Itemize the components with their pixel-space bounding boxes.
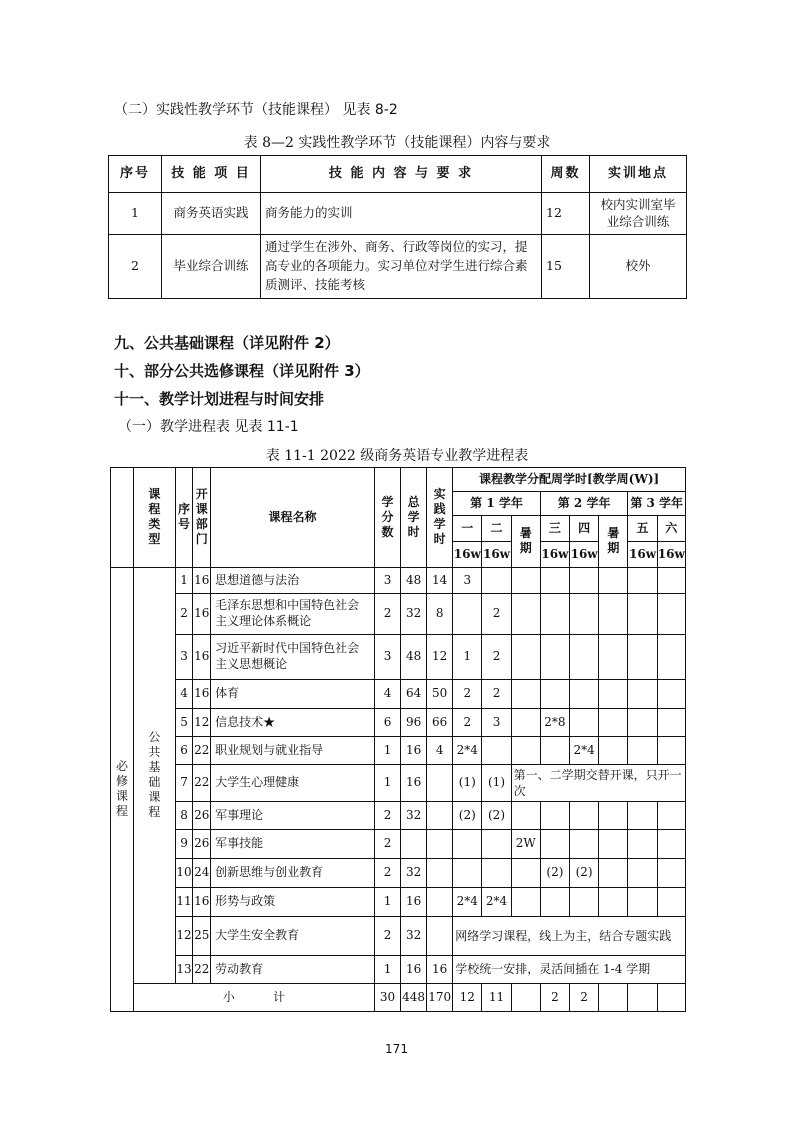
cell-name: 劳动教育 — [211, 956, 375, 984]
cell-dept: 24 — [193, 859, 211, 888]
table-header-row — [109, 156, 687, 193]
cell-s3 — [540, 594, 569, 635]
cell-summer2 — [599, 737, 628, 765]
header-content: 技 能 内 容 与 要 求 — [261, 156, 542, 193]
cell-s6 — [657, 568, 685, 594]
header-weeks-1: 16w — [453, 542, 482, 568]
cell-total: 64 — [401, 680, 427, 709]
cell-no: 7 — [175, 765, 193, 802]
table-row — [111, 956, 686, 984]
cell-total: 16 — [401, 737, 427, 765]
cell-no: 1 — [109, 193, 162, 235]
cell-note: 学校统一安排，灵活间插在 1-4 学期 — [453, 956, 686, 984]
cell-dept: 16 — [193, 594, 211, 635]
cell-content: 通过学生在涉外、商务、行政等岗位的实习，提高专业的各项能力。实习单位对学生进行综合素质测评、技能考核 — [261, 235, 542, 299]
header-item: 技 能 项 目 — [162, 156, 261, 193]
heading-section-10: 十、部分公共选修课程（详见附件 3） — [114, 362, 370, 380]
cell-s4: (2) — [570, 859, 599, 888]
cell-practice: 170 — [427, 984, 453, 1012]
cell-name: 体育 — [211, 680, 375, 709]
table-row — [111, 802, 686, 830]
cell-practice: 4 — [427, 737, 453, 765]
cell-summer1: 2W — [511, 830, 540, 859]
cell-s6 — [657, 830, 685, 859]
header-summer-2: 暑期 — [599, 516, 628, 568]
cell-credit: 1 — [374, 765, 400, 802]
cell-s2 — [482, 737, 511, 765]
cell-s3 — [540, 568, 569, 594]
cell-no: 4 — [175, 680, 193, 709]
cell-s5 — [628, 888, 657, 917]
header-total-hours: 总学时 — [401, 468, 427, 568]
cell-total: 32 — [401, 859, 427, 888]
cell-credit: 1 — [374, 888, 400, 917]
header-practice-hours: 实践学时 — [427, 468, 453, 568]
cell-s3: (2) — [540, 859, 569, 888]
cell-no: 9 — [175, 830, 193, 859]
header-course-name: 课程名称 — [211, 468, 375, 568]
cell-credit: 2 — [374, 859, 400, 888]
header-distribution: 课程教学分配周学时[教学周(W)] — [453, 468, 686, 492]
cell-s2: 3 — [482, 709, 511, 737]
cell-content: 商务能力的实训 — [261, 193, 542, 235]
cell-total: 16 — [401, 888, 427, 917]
cell-s6 — [657, 737, 685, 765]
table-row — [111, 830, 686, 859]
cell-practice — [427, 765, 453, 802]
subtotal-label: 小 计 — [133, 984, 374, 1012]
table-row — [111, 680, 686, 709]
cell-summer1 — [511, 802, 540, 830]
cell-place: 校内实训室毕业综合训练 — [590, 193, 687, 235]
cell-s3 — [540, 830, 569, 859]
cell-s5 — [628, 594, 657, 635]
header-year-2: 第 2 学年 — [540, 492, 628, 516]
cell-practice: 8 — [427, 594, 453, 635]
cell-summer2 — [599, 984, 628, 1012]
section-heading-8-2: （二）实践性教学环节（技能课程） 见表 8-2 — [114, 102, 398, 118]
cell-dept: 16 — [193, 888, 211, 917]
cell-s2 — [482, 859, 511, 888]
cell-no: 6 — [175, 737, 193, 765]
cell-s1: 1 — [453, 635, 482, 680]
cell-practice: 14 — [427, 568, 453, 594]
cell-s2 — [482, 830, 511, 859]
cell-summer1 — [511, 737, 540, 765]
cell-dept: 26 — [193, 830, 211, 859]
cell-practice — [427, 917, 453, 956]
cell-s2: (2) — [482, 802, 511, 830]
cell-dept: 22 — [193, 737, 211, 765]
table-row — [109, 193, 687, 235]
cell-no: 3 — [175, 635, 193, 680]
header-sem-1: 一 — [453, 516, 482, 542]
cell-s4 — [570, 709, 599, 737]
cell-weeks: 15 — [542, 235, 590, 299]
table-caption-8-2: 表 8—2 实践性教学环节（技能课程）内容与要求 — [243, 135, 551, 151]
header-sem-4: 四 — [570, 516, 599, 542]
cell-dept: 22 — [193, 956, 211, 984]
cell-s1 — [453, 830, 482, 859]
cell-credit: 2 — [374, 917, 400, 956]
cell-name: 大学生安全教育 — [211, 917, 375, 956]
page-number: 171 — [385, 1042, 408, 1056]
cell-s1: 2*4 — [453, 888, 482, 917]
subtotal-row — [111, 984, 686, 1012]
cell-summer1 — [511, 859, 540, 888]
cell-name: 信息技术★ — [211, 709, 375, 737]
cell-practice: 12 — [427, 635, 453, 680]
cell-summer1 — [511, 709, 540, 737]
header-blank — [111, 468, 134, 568]
cell-summer1 — [511, 568, 540, 594]
table-row — [111, 888, 686, 917]
cell-summer2 — [599, 802, 628, 830]
cell-total: 48 — [401, 568, 427, 594]
cell-s6 — [657, 984, 685, 1012]
category-required: 必修课程 — [111, 568, 134, 1012]
cell-no: 11 — [175, 888, 193, 917]
cell-credit: 6 — [374, 709, 400, 737]
cell-s5 — [628, 709, 657, 737]
cell-summer1 — [511, 635, 540, 680]
cell-item: 商务英语实践 — [162, 193, 261, 235]
table-row — [111, 859, 686, 888]
cell-s1: (1) — [453, 765, 482, 802]
cell-s2 — [482, 568, 511, 594]
table-row — [111, 594, 686, 635]
subheading-schedule: （一）教学进程表 见表 11-1 — [118, 419, 299, 435]
cell-s6 — [657, 802, 685, 830]
cell-no: 13 — [175, 956, 193, 984]
table-11-1 — [110, 467, 686, 1012]
cell-credit: 3 — [374, 635, 400, 680]
cell-s6 — [657, 888, 685, 917]
cell-dept: 16 — [193, 680, 211, 709]
cell-s6 — [657, 709, 685, 737]
cell-no: 8 — [175, 802, 193, 830]
cell-s4 — [570, 594, 599, 635]
cell-s2: 2 — [482, 594, 511, 635]
cell-s2: 11 — [482, 984, 511, 1012]
header-course-type: 课程类型 — [133, 468, 175, 568]
cell-name: 习近平新时代中国特色社会主义思想概论 — [211, 635, 375, 680]
cell-s1: 2 — [453, 680, 482, 709]
cell-s4: 2 — [570, 984, 599, 1012]
cell-note: 网络学习课程，线上为主，结合专题实践 — [453, 917, 686, 956]
cell-summer2 — [599, 635, 628, 680]
cell-name: 大学生心理健康 — [211, 765, 375, 802]
cell-practice: 16 — [427, 956, 453, 984]
cell-s6 — [657, 680, 685, 709]
cell-dept: 12 — [193, 709, 211, 737]
header-no: 序号 — [109, 156, 162, 193]
cell-s3 — [540, 635, 569, 680]
category-public: 公共基础课程 — [133, 568, 175, 984]
cell-credit: 2 — [374, 830, 400, 859]
cell-s3 — [540, 802, 569, 830]
cell-note: 第一、二学期交替开课，只开一次 — [511, 765, 685, 802]
cell-total: 448 — [401, 984, 427, 1012]
cell-s2: 2 — [482, 635, 511, 680]
cell-no: 10 — [175, 859, 193, 888]
cell-s1 — [453, 594, 482, 635]
cell-s2: (1) — [482, 765, 511, 802]
cell-s3: 2*8 — [540, 709, 569, 737]
cell-practice — [427, 859, 453, 888]
table-row — [111, 737, 686, 765]
cell-credit: 1 — [374, 956, 400, 984]
cell-item: 毕业综合训练 — [162, 235, 261, 299]
cell-s6 — [657, 594, 685, 635]
cell-credit: 2 — [374, 594, 400, 635]
header-year-1: 第 1 学年 — [453, 492, 541, 516]
cell-dept: 22 — [193, 765, 211, 802]
table-row — [111, 568, 686, 594]
cell-credit: 2 — [374, 802, 400, 830]
cell-s5 — [628, 568, 657, 594]
cell-credit: 4 — [374, 680, 400, 709]
cell-summer1 — [511, 680, 540, 709]
cell-credit: 30 — [374, 984, 400, 1012]
cell-no: 2 — [175, 594, 193, 635]
cell-s4 — [570, 568, 599, 594]
cell-s4 — [570, 802, 599, 830]
cell-total — [401, 830, 427, 859]
header-weeks-3: 16w — [540, 542, 569, 568]
cell-total: 96 — [401, 709, 427, 737]
cell-name: 职业规划与就业指导 — [211, 737, 375, 765]
cell-summer2 — [599, 859, 628, 888]
table-row — [109, 235, 687, 299]
cell-total: 16 — [401, 765, 427, 802]
cell-dept: 16 — [193, 635, 211, 680]
header-sem-5: 五 — [628, 516, 657, 542]
header-weeks: 周数 — [542, 156, 590, 193]
header-sem-3: 三 — [540, 516, 569, 542]
cell-name: 思想道德与法治 — [211, 568, 375, 594]
cell-summer1 — [511, 888, 540, 917]
cell-s5 — [628, 635, 657, 680]
cell-s5 — [628, 802, 657, 830]
cell-practice: 66 — [427, 709, 453, 737]
cell-dept: 25 — [193, 917, 211, 956]
cell-s3: 2 — [540, 984, 569, 1012]
cell-s5 — [628, 859, 657, 888]
header-sem-2: 二 — [482, 516, 511, 542]
header-weeks-4: 16w — [570, 542, 599, 568]
cell-summer2 — [599, 830, 628, 859]
cell-summer2 — [599, 709, 628, 737]
cell-practice — [427, 830, 453, 859]
cell-s4 — [570, 830, 599, 859]
cell-s4: 2*4 — [570, 737, 599, 765]
cell-s1: (2) — [453, 802, 482, 830]
heading-section-11: 十一、教学计划进程与时间安排 — [114, 390, 325, 408]
cell-s1: 2*4 — [453, 737, 482, 765]
cell-total: 16 — [401, 956, 427, 984]
cell-weeks: 12 — [542, 193, 590, 235]
cell-summer2 — [599, 888, 628, 917]
table-row — [111, 917, 686, 956]
cell-s4 — [570, 680, 599, 709]
cell-summer1 — [511, 984, 540, 1012]
heading-section-9: 九、公共基础课程（详见附件 2） — [114, 334, 340, 352]
cell-no: 5 — [175, 709, 193, 737]
header-summer-1: 暑期 — [511, 516, 540, 568]
cell-dept: 26 — [193, 802, 211, 830]
cell-summer2 — [599, 594, 628, 635]
cell-practice — [427, 888, 453, 917]
cell-practice — [427, 802, 453, 830]
cell-total: 48 — [401, 635, 427, 680]
cell-no: 2 — [109, 235, 162, 299]
table-caption-11-1: 表 11-1 2022 级商务英语专业教学进程表 — [265, 448, 529, 464]
cell-total: 32 — [401, 802, 427, 830]
cell-dept: 16 — [193, 568, 211, 594]
cell-no: 12 — [175, 917, 193, 956]
header-weeks-5: 16w — [628, 542, 657, 568]
cell-s5 — [628, 830, 657, 859]
cell-s3 — [540, 888, 569, 917]
cell-no: 1 — [175, 568, 193, 594]
table-row — [111, 635, 686, 680]
cell-summer2 — [599, 680, 628, 709]
cell-s1 — [453, 859, 482, 888]
cell-s1: 2 — [453, 709, 482, 737]
cell-name: 创新思维与创业教育 — [211, 859, 375, 888]
header-year-3: 第 3 学年 — [628, 492, 686, 516]
cell-name: 毛泽东思想和中国特色社会主义理论体系概论 — [211, 594, 375, 635]
header-place: 实训地点 — [590, 156, 687, 193]
cell-name: 军事理论 — [211, 802, 375, 830]
cell-summer2 — [599, 568, 628, 594]
header-weeks-2: 16w — [482, 542, 511, 568]
header-credit: 学分数 — [374, 468, 400, 568]
cell-s1: 12 — [453, 984, 482, 1012]
header-sem-6: 六 — [657, 516, 685, 542]
header-dept: 开课部门 — [193, 468, 211, 568]
cell-s3 — [540, 680, 569, 709]
cell-s3 — [540, 737, 569, 765]
cell-place: 校外 — [590, 235, 687, 299]
table-8-2 — [108, 155, 687, 299]
header-no: 序号 — [175, 468, 193, 568]
header-weeks-6: 16w — [657, 542, 685, 568]
cell-s6 — [657, 859, 685, 888]
cell-total: 32 — [401, 917, 427, 956]
cell-credit: 3 — [374, 568, 400, 594]
cell-s5 — [628, 984, 657, 1012]
cell-total: 32 — [401, 594, 427, 635]
table-row — [111, 765, 686, 802]
cell-s6 — [657, 635, 685, 680]
cell-name: 形势与政策 — [211, 888, 375, 917]
cell-s5 — [628, 737, 657, 765]
cell-summer1 — [511, 594, 540, 635]
cell-name: 军事技能 — [211, 830, 375, 859]
cell-practice: 50 — [427, 680, 453, 709]
cell-s2: 2 — [482, 680, 511, 709]
cell-s5 — [628, 680, 657, 709]
cell-credit: 1 — [374, 737, 400, 765]
cell-s4 — [570, 635, 599, 680]
table-row — [111, 709, 686, 737]
cell-s2: 2*4 — [482, 888, 511, 917]
cell-s4 — [570, 888, 599, 917]
cell-s1: 3 — [453, 568, 482, 594]
